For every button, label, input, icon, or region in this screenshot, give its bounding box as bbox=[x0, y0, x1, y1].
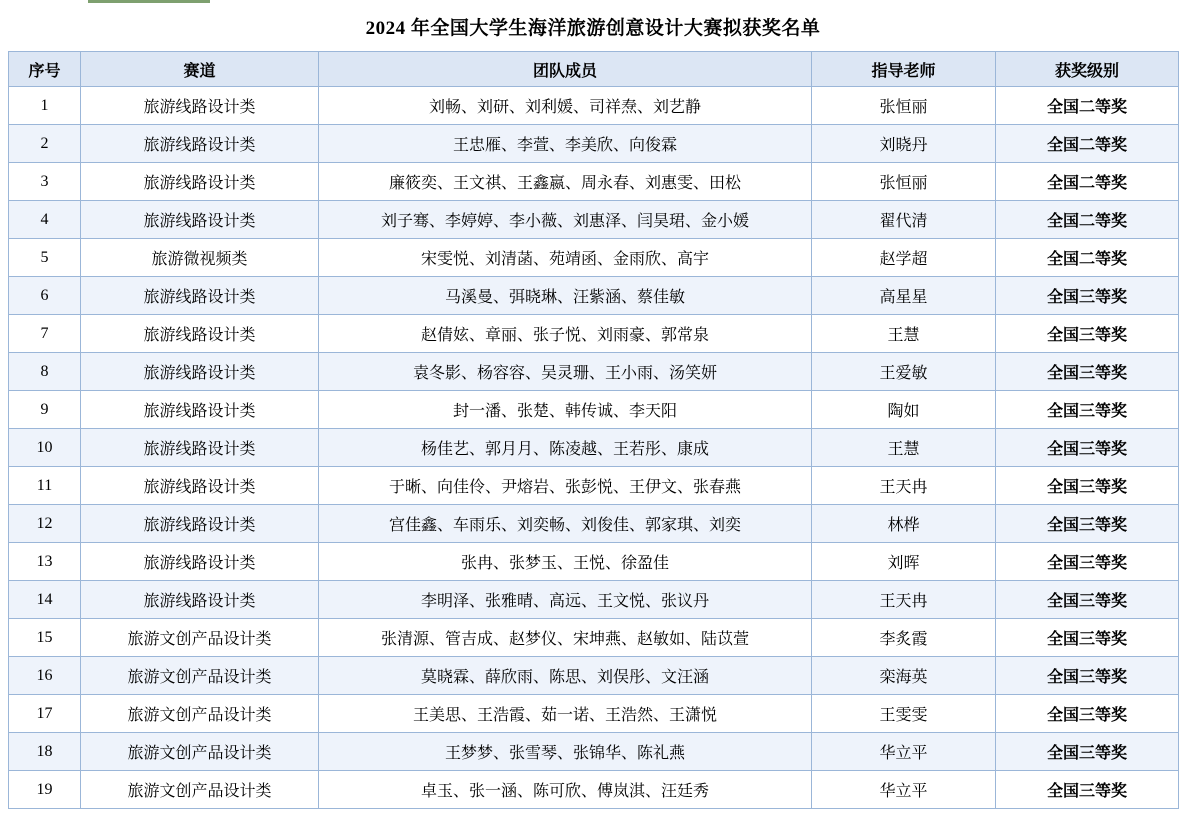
cell-level: 全国二等奖 bbox=[996, 87, 1179, 125]
cell-level: 全国二等奖 bbox=[996, 125, 1179, 163]
cell-no: 18 bbox=[9, 733, 81, 771]
table-row bbox=[9, 87, 1179, 125]
cell-track: 旅游线路设计类 bbox=[81, 581, 319, 619]
table-header bbox=[9, 52, 1179, 87]
column-header-no: 序号 bbox=[9, 52, 81, 87]
cell-members: 王忠雁、李萱、李美欣、向俊霖 bbox=[319, 125, 812, 163]
cell-members: 于晰、向佳伶、尹熔岩、张彭悦、王伊文、张春燕 bbox=[319, 467, 812, 505]
cell-track: 旅游线路设计类 bbox=[81, 429, 319, 467]
cell-level: 全国三等奖 bbox=[996, 733, 1179, 771]
cell-track: 旅游微视频类 bbox=[81, 239, 319, 277]
cell-track: 旅游线路设计类 bbox=[81, 391, 319, 429]
cell-track: 旅游线路设计类 bbox=[81, 277, 319, 315]
cell-members: 莫晓霖、薛欣雨、陈思、刘俣彤、文汪涵 bbox=[319, 657, 812, 695]
table-row bbox=[9, 695, 1179, 733]
cell-no: 12 bbox=[9, 505, 81, 543]
cell-track: 旅游线路设计类 bbox=[81, 467, 319, 505]
cell-track: 旅游文创产品设计类 bbox=[81, 733, 319, 771]
cell-track: 旅游文创产品设计类 bbox=[81, 657, 319, 695]
cell-members: 刘畅、刘研、刘利媛、司祥焘、刘艺静 bbox=[319, 87, 812, 125]
cell-level: 全国二等奖 bbox=[996, 239, 1179, 277]
cell-teacher: 王爱敏 bbox=[812, 353, 996, 391]
cell-no: 17 bbox=[9, 695, 81, 733]
cell-no: 1 bbox=[9, 87, 81, 125]
table-row bbox=[9, 733, 1179, 771]
cell-teacher: 李炙霞 bbox=[812, 619, 996, 657]
table-row bbox=[9, 163, 1179, 201]
cell-level: 全国三等奖 bbox=[996, 581, 1179, 619]
cell-no: 14 bbox=[9, 581, 81, 619]
cell-members: 宋雯悦、刘清菡、苑靖函、金雨欣、高宇 bbox=[319, 239, 812, 277]
cell-track: 旅游线路设计类 bbox=[81, 315, 319, 353]
table-row bbox=[9, 201, 1179, 239]
cell-no: 9 bbox=[9, 391, 81, 429]
cell-no: 7 bbox=[9, 315, 81, 353]
cell-members: 马溪曼、弭晓琳、汪紫涵、蔡佳敏 bbox=[319, 277, 812, 315]
cell-teacher: 王天冉 bbox=[812, 467, 996, 505]
column-header-teacher: 指导老师 bbox=[812, 52, 996, 87]
award-list-table bbox=[8, 51, 1179, 809]
cell-level: 全国三等奖 bbox=[996, 619, 1179, 657]
table-body bbox=[9, 87, 1179, 809]
top-accent-bar bbox=[88, 0, 210, 3]
cell-no: 4 bbox=[9, 201, 81, 239]
cell-teacher: 张恒丽 bbox=[812, 163, 996, 201]
cell-teacher: 高星星 bbox=[812, 277, 996, 315]
cell-track: 旅游线路设计类 bbox=[81, 87, 319, 125]
table-row bbox=[9, 315, 1179, 353]
cell-no: 3 bbox=[9, 163, 81, 201]
cell-teacher: 华立平 bbox=[812, 733, 996, 771]
table-row bbox=[9, 125, 1179, 163]
table-row bbox=[9, 771, 1179, 809]
cell-level: 全国三等奖 bbox=[996, 543, 1179, 581]
cell-track: 旅游线路设计类 bbox=[81, 125, 319, 163]
cell-teacher: 林桦 bbox=[812, 505, 996, 543]
table-row bbox=[9, 391, 1179, 429]
cell-track: 旅游线路设计类 bbox=[81, 505, 319, 543]
cell-members: 廉筱奕、王文祺、王鑫嬴、周永春、刘惠雯、田松 bbox=[319, 163, 812, 201]
cell-teacher: 赵学超 bbox=[812, 239, 996, 277]
column-header-members: 团队成员 bbox=[319, 52, 812, 87]
cell-teacher: 栾海英 bbox=[812, 657, 996, 695]
cell-teacher: 陶如 bbox=[812, 391, 996, 429]
cell-teacher: 刘晖 bbox=[812, 543, 996, 581]
table-row bbox=[9, 619, 1179, 657]
table-row bbox=[9, 353, 1179, 391]
table-row bbox=[9, 581, 1179, 619]
cell-no: 8 bbox=[9, 353, 81, 391]
cell-members: 王美思、王浩霞、茹一诺、王浩然、王潇悦 bbox=[319, 695, 812, 733]
cell-no: 5 bbox=[9, 239, 81, 277]
cell-track: 旅游线路设计类 bbox=[81, 353, 319, 391]
cell-members: 封一潘、张楚、韩传诚、李天阳 bbox=[319, 391, 812, 429]
cell-level: 全国三等奖 bbox=[996, 771, 1179, 809]
table-row bbox=[9, 543, 1179, 581]
table-header-row bbox=[9, 52, 1179, 87]
table-row bbox=[9, 657, 1179, 695]
column-header-track: 赛道 bbox=[81, 52, 319, 87]
cell-members: 张冉、张梦玉、王悦、徐盈佳 bbox=[319, 543, 812, 581]
cell-no: 10 bbox=[9, 429, 81, 467]
cell-members: 王梦梦、张雪琴、张锦华、陈礼燕 bbox=[319, 733, 812, 771]
cell-level: 全国三等奖 bbox=[996, 277, 1179, 315]
cell-level: 全国三等奖 bbox=[996, 467, 1179, 505]
cell-no: 15 bbox=[9, 619, 81, 657]
cell-level: 全国二等奖 bbox=[996, 201, 1179, 239]
cell-members: 宫佳鑫、车雨乐、刘奕畅、刘俊佳、郭家琪、刘奕 bbox=[319, 505, 812, 543]
cell-no: 11 bbox=[9, 467, 81, 505]
cell-level: 全国三等奖 bbox=[996, 695, 1179, 733]
cell-no: 19 bbox=[9, 771, 81, 809]
cell-members: 赵倩妶、章丽、张子悦、刘雨豪、郭常泉 bbox=[319, 315, 812, 353]
cell-level: 全国三等奖 bbox=[996, 505, 1179, 543]
cell-teacher: 王慧 bbox=[812, 315, 996, 353]
cell-no: 2 bbox=[9, 125, 81, 163]
cell-track: 旅游线路设计类 bbox=[81, 201, 319, 239]
cell-level: 全国三等奖 bbox=[996, 657, 1179, 695]
cell-level: 全国二等奖 bbox=[996, 163, 1179, 201]
cell-members: 袁冬影、杨容容、吴灵珊、王小雨、汤笑妍 bbox=[319, 353, 812, 391]
cell-no: 6 bbox=[9, 277, 81, 315]
cell-no: 13 bbox=[9, 543, 81, 581]
cell-level: 全国三等奖 bbox=[996, 353, 1179, 391]
cell-members: 刘子骞、李婷婷、李小薇、刘惠泽、闫昊珺、金小媛 bbox=[319, 201, 812, 239]
page-title: 2024 年全国大学生海洋旅游创意设计大赛拟获奖名单 bbox=[365, 18, 821, 39]
table-row bbox=[9, 277, 1179, 315]
cell-teacher: 华立平 bbox=[812, 771, 996, 809]
table-row bbox=[9, 429, 1179, 467]
cell-members: 张清源、管吉成、赵梦仪、宋坤燕、赵敏如、陆苡萱 bbox=[319, 619, 812, 657]
cell-track: 旅游文创产品设计类 bbox=[81, 695, 319, 733]
table-row bbox=[9, 467, 1179, 505]
cell-track: 旅游线路设计类 bbox=[81, 163, 319, 201]
cell-teacher: 张恒丽 bbox=[812, 87, 996, 125]
cell-track: 旅游文创产品设计类 bbox=[81, 771, 319, 809]
column-header-level: 获奖级别 bbox=[996, 52, 1179, 87]
cell-teacher: 王雯雯 bbox=[812, 695, 996, 733]
cell-teacher: 王天冉 bbox=[812, 581, 996, 619]
cell-teacher: 王慧 bbox=[812, 429, 996, 467]
table-row bbox=[9, 505, 1179, 543]
cell-members: 李明泽、张雅晴、高远、王文悦、张议丹 bbox=[319, 581, 812, 619]
cell-teacher: 刘晓丹 bbox=[812, 125, 996, 163]
table-row bbox=[9, 239, 1179, 277]
cell-track: 旅游线路设计类 bbox=[81, 543, 319, 581]
cell-no: 16 bbox=[9, 657, 81, 695]
cell-track: 旅游文创产品设计类 bbox=[81, 619, 319, 657]
cell-level: 全国三等奖 bbox=[996, 391, 1179, 429]
cell-members: 杨佳艺、郭月月、陈凌越、王若彤、康成 bbox=[319, 429, 812, 467]
cell-teacher: 翟代清 bbox=[812, 201, 996, 239]
cell-level: 全国三等奖 bbox=[996, 315, 1179, 353]
cell-level: 全国三等奖 bbox=[996, 429, 1179, 467]
cell-members: 卓玉、张一涵、陈可欣、傅岚淇、汪廷秀 bbox=[319, 771, 812, 809]
